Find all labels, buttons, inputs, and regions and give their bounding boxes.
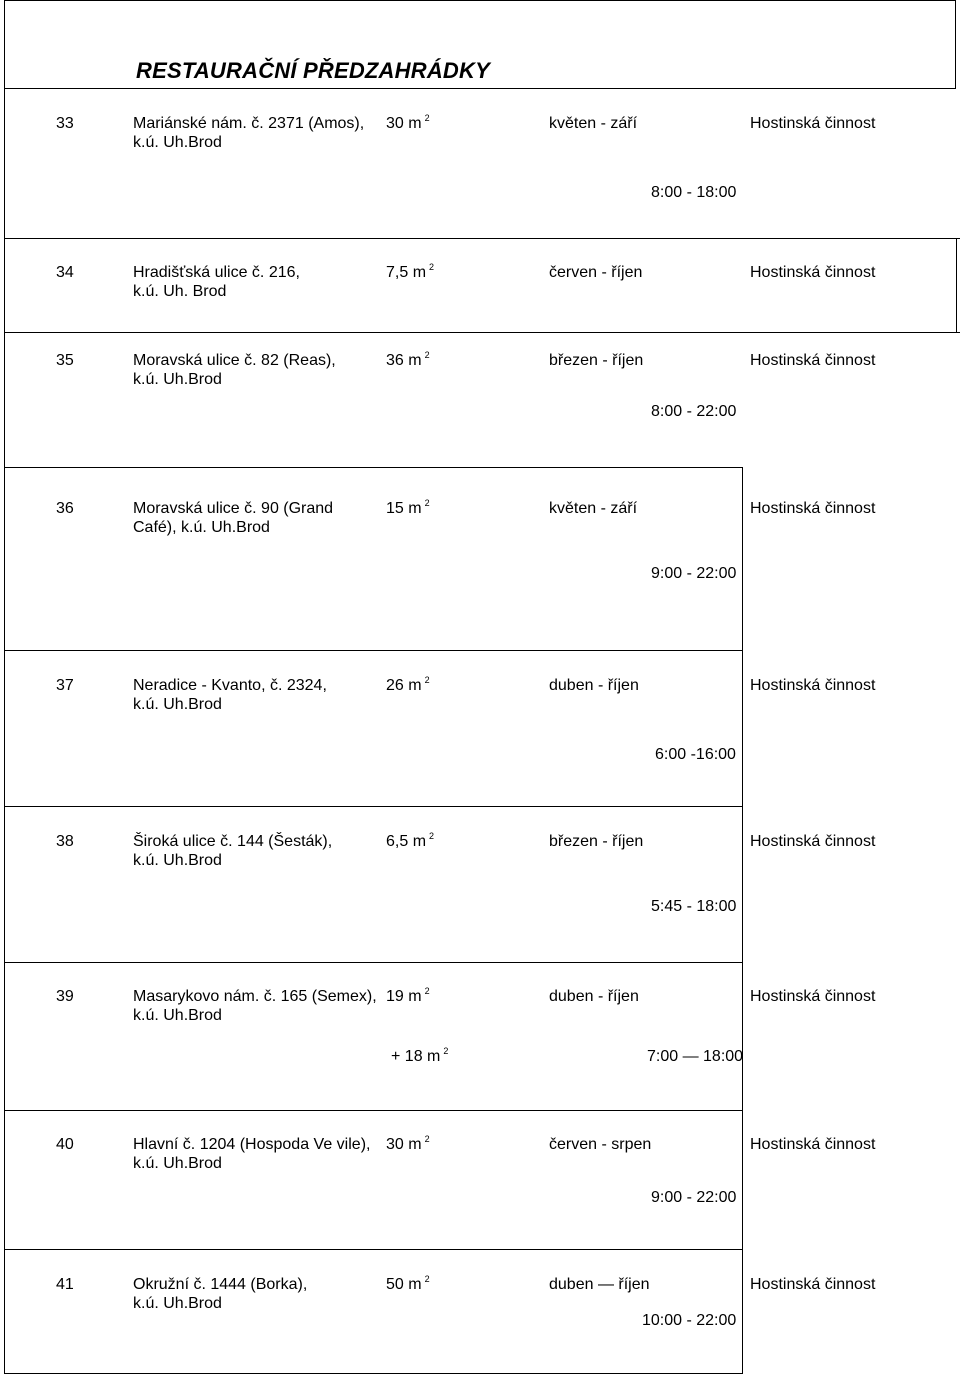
left-border	[4, 0, 5, 1374]
activity-type: Hostinská činnost	[750, 677, 876, 694]
activity-type: Hostinská činnost	[750, 988, 876, 1005]
row-number: 36	[56, 500, 74, 517]
address-line1: Hradišťská ulice č. 216,	[133, 264, 300, 281]
area-value: 30 m $^2$	[386, 1134, 430, 1153]
right-border-header	[955, 0, 956, 88]
address-line1: Neradice - Kvanto, č. 2324,	[133, 677, 327, 694]
address-line2: k.ú. Uh.Brod	[133, 1007, 222, 1024]
row-divider	[4, 1249, 742, 1250]
inner-border	[742, 467, 743, 1374]
row-number: 39	[56, 988, 74, 1005]
row-number: 37	[56, 677, 74, 694]
opening-hours: 8:00 - 18:00	[651, 184, 737, 201]
row-divider	[4, 650, 742, 651]
top-border	[4, 0, 956, 1]
address-line2: k.ú. Uh.Brod	[133, 1155, 222, 1172]
season-period: duben - říjen	[549, 677, 639, 694]
row-divider	[4, 1110, 742, 1111]
row-divider	[4, 238, 960, 239]
opening-hours: 10:00 - 22:00	[642, 1312, 737, 1329]
season-period: březen - říjen	[549, 352, 644, 369]
activity-type: Hostinská činnost	[750, 264, 876, 281]
area-value: 7,5 m $^2$	[386, 262, 435, 281]
row-divider	[4, 962, 742, 963]
area-value: 36 m $^2$	[386, 350, 430, 369]
address-line1: Moravská ulice č. 82 (Reas),	[133, 352, 336, 369]
opening-hours: 7:00 — 18:00	[647, 1048, 744, 1065]
activity-type: Hostinská činnost	[750, 1136, 876, 1153]
opening-hours: 9:00 - 22:00	[651, 565, 737, 582]
season-period: květen - září	[549, 500, 638, 517]
opening-hours: 9:00 - 22:00	[651, 1189, 737, 1206]
season-period: duben — říjen	[549, 1276, 650, 1293]
row-divider	[4, 806, 742, 807]
address-line1: Mariánské nám. č. 2371 (Amos),	[133, 115, 365, 132]
row-number: 33	[56, 115, 74, 132]
season-period: červen - srpen	[549, 1136, 652, 1153]
area-extra-value: + 18 m $^2$	[391, 1046, 449, 1065]
row-number: 41	[56, 1276, 74, 1293]
season-period: červen - říjen	[549, 264, 643, 281]
area-value: 30 m $^2$	[386, 113, 430, 132]
opening-hours: 5:45 - 18:00	[651, 898, 737, 915]
season-period: březen - říjen	[549, 833, 644, 850]
season-period: duben - říjen	[549, 988, 639, 1005]
address-line2: k.ú. Uh.Brod	[133, 696, 222, 713]
row-divider	[4, 467, 742, 468]
opening-hours: 8:00 - 22:00	[651, 403, 737, 420]
area-value: 19 m $^2$	[386, 986, 430, 1005]
address-line1: Okružní č. 1444 (Borka),	[133, 1276, 308, 1293]
activity-type: Hostinská činnost	[750, 352, 876, 369]
opening-hours: 6:00 -16:00	[655, 746, 736, 763]
address-line2: k.ú. Uh.Brod	[133, 852, 222, 869]
activity-type: Hostinská činnost	[750, 1276, 876, 1293]
address-line1: Široká ulice č. 144 (Šesták),	[133, 833, 333, 850]
row-number: 38	[56, 833, 74, 850]
address-line1: Moravská ulice č. 90 (Grand	[133, 500, 334, 517]
title-divider	[4, 88, 956, 89]
area-value: 6,5 m $^2$	[386, 831, 435, 850]
address-line1: Hlavní č. 1204 (Hospoda Ve vile),	[133, 1136, 371, 1153]
area-value: 26 m $^2$	[386, 675, 430, 694]
row-number: 35	[56, 352, 74, 369]
row-number: 34	[56, 264, 74, 281]
address-line2: k.ú. Uh.Brod	[133, 134, 222, 151]
address-line2: k.ú. Uh.Brod	[133, 371, 222, 388]
activity-type: Hostinská činnost	[750, 833, 876, 850]
address-line2: Café), k.ú. Uh.Brod	[133, 519, 270, 536]
page-title: RESTAURAČNÍ PŘEDZAHRÁDKY	[136, 58, 490, 83]
address-line1: Masarykovo nám. č. 165 (Semex),	[133, 988, 377, 1005]
activity-type: Hostinská činnost	[750, 115, 876, 132]
row-number: 40	[56, 1136, 74, 1153]
row-divider	[4, 332, 960, 333]
area-value: 15 m $^2$	[386, 498, 430, 517]
activity-type: Hostinská činnost	[750, 500, 876, 517]
address-line2: k.ú. Uh.Brod	[133, 1295, 222, 1312]
season-period: květen - září	[549, 115, 638, 132]
address-line2: k.ú. Uh. Brod	[133, 283, 227, 300]
area-value: 50 m $^2$	[386, 1274, 430, 1293]
right-border-34	[956, 238, 957, 333]
